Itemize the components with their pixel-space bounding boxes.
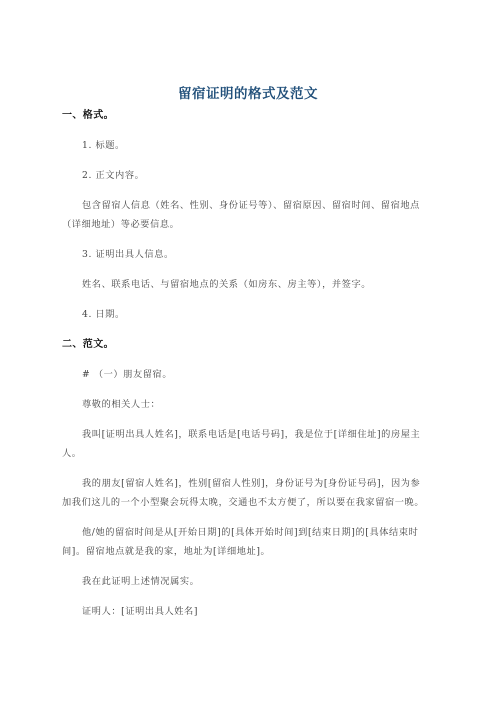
paragraph-1-line1: 我叫[证明出具人姓名]，联系电话是[电话号码]，我是位于[详细住址]的房屋主 [82, 429, 421, 440]
format-item-2: 2. 正文内容。 [82, 170, 145, 181]
example-heading: # （一）朋友留宿。 [82, 369, 173, 380]
signer-line: 证明人：[证明出具人姓名] [82, 606, 199, 617]
paragraph-1-line2: 人。 [62, 448, 82, 459]
section-heading-format: 一、格式。 [62, 110, 114, 121]
salutation: 尊敬的相关人士： [82, 399, 161, 410]
format-item-2-detail-line1: 包含留宿人信息（姓名、性别、身份证号等）、留宿原因、留宿时间、留宿地点 [82, 200, 420, 211]
format-item-4: 4. 日期。 [82, 309, 125, 320]
format-item-2-detail-line2: （详细地址）等必要信息。 [62, 219, 180, 230]
format-item-1: 1. 标题。 [82, 140, 125, 151]
paragraph-2-line2: 加我们这儿的一个小型聚会玩得太晚，交通也不太方便了，所以要在我家留宿一晚。 [62, 497, 425, 508]
paragraph-4: 我在此证明上述情况属实。 [82, 576, 200, 587]
format-item-3-detail: 姓名、联系电话、与留宿地点的关系（如房东、房主等），并签字。 [82, 279, 372, 290]
document-title: 留宿证明的格式及范文 [178, 86, 318, 102]
paragraph-2-line1: 我的朋友[留宿人姓名]，性别[留宿人性别]，身份证号为[身份证号码]，因为参 [82, 478, 421, 489]
paragraph-3-line2: 间]。留宿地点就是我的家，地址为[详细地址]。 [62, 546, 271, 557]
paragraph-3-line1: 他/她的留宿时间是从[开始日期]的[具体开始时间]到[结束日期]的[具体结束时 [82, 527, 419, 538]
section-heading-example: 二、范文。 [62, 339, 114, 350]
format-item-3: 3. 证明出具人信息。 [82, 249, 174, 260]
